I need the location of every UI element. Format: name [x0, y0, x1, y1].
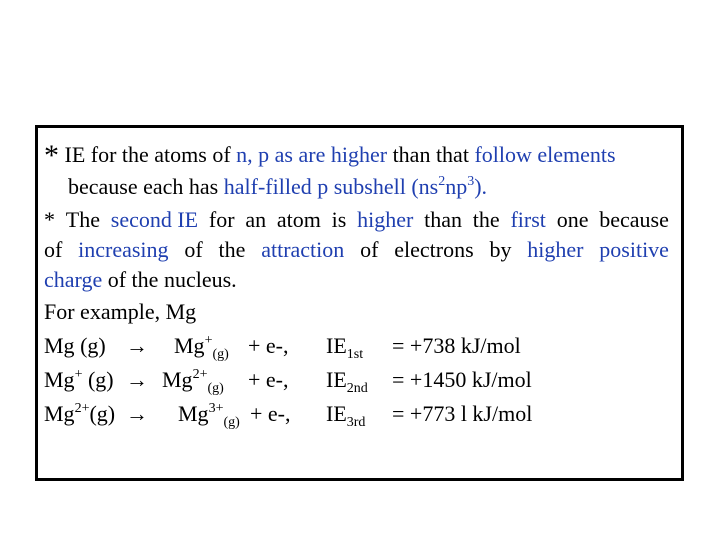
- word: is: [331, 207, 347, 232]
- highlight-word: second IE: [110, 207, 199, 232]
- word: one: [556, 207, 589, 232]
- word: by: [489, 237, 512, 262]
- bullet-star: *: [44, 139, 59, 172]
- text: than that: [387, 142, 475, 167]
- reactant: $Mg^{2+}(g)$: [44, 401, 116, 426]
- equation-row-2: [44, 367, 669, 395]
- word: than: [424, 207, 463, 232]
- reaction-arrow: →: [126, 401, 148, 426]
- reactant: Mg (g): [44, 333, 106, 358]
- highlight-text: follow elements: [474, 142, 616, 167]
- ie-label: $IE_{3rd}$: [326, 401, 366, 430]
- equation-row-3: [44, 401, 669, 429]
- ie-value: = +1450 kJ/mol: [392, 367, 532, 392]
- electron-term: + e-,: [250, 401, 291, 426]
- highlight-text: np: [445, 174, 468, 199]
- highlight-word: first: [510, 207, 546, 232]
- word: the: [218, 237, 246, 262]
- reaction-arrow: →: [126, 367, 148, 392]
- highlight-word: higher: [357, 207, 414, 232]
- paragraph-2-line-3: [44, 267, 669, 293]
- highlight-word: attraction: [261, 237, 345, 262]
- paragraph-1-line-2: [68, 174, 669, 200]
- reaction-arrow: →: [126, 333, 148, 358]
- highlight-word: higher: [527, 237, 584, 262]
- word: of: [184, 237, 203, 262]
- reactant: Mg+ (g): [44, 367, 114, 392]
- equation-row-1: [44, 333, 669, 361]
- text: IE for the atoms of: [59, 142, 237, 167]
- word: atom: [276, 207, 321, 232]
- product: $Mg^{3+}_{(g)}$: [178, 401, 240, 430]
- word: the: [472, 207, 500, 232]
- highlight-text: n, p as are higher: [236, 142, 388, 167]
- word: *: [44, 207, 55, 232]
- paragraph-2-line-1: [44, 207, 669, 233]
- text: because each has: [68, 174, 224, 199]
- word: an: [245, 207, 267, 232]
- highlight-text: ).: [474, 174, 488, 199]
- word: The: [65, 207, 100, 232]
- text: of the nucleus.: [102, 267, 237, 292]
- paragraph-2-line-2: [44, 237, 669, 263]
- word: because: [599, 207, 669, 232]
- example-heading: For example, Mg: [44, 299, 197, 324]
- highlight-word: charge: [44, 267, 103, 292]
- word: of: [360, 237, 379, 262]
- word: of: [44, 237, 63, 262]
- highlight-word: increasing: [78, 237, 169, 262]
- ie-value: = +773 l kJ/mol: [392, 401, 533, 426]
- ie-label: $IE_{2nd}$: [326, 367, 368, 396]
- product: $Mg^+_{(g)}$: [174, 333, 229, 362]
- content-box: [35, 125, 684, 481]
- superscript: 3: [467, 174, 475, 189]
- superscript: 2: [438, 174, 446, 189]
- ie-label: $IE_{1st}$: [326, 333, 364, 362]
- highlight-text: half-filled p subshell (ns: [223, 174, 439, 199]
- word: for: [208, 207, 235, 232]
- ie-value: = +738 kJ/mol: [392, 333, 521, 358]
- electron-term: + e-,: [248, 367, 289, 392]
- word: electrons: [394, 237, 474, 262]
- electron-term: + e-,: [248, 333, 289, 358]
- paragraph-1-line-1: [44, 139, 669, 172]
- product: $Mg^{2+}_{(g)}$: [162, 367, 224, 396]
- highlight-word: positive: [599, 237, 669, 262]
